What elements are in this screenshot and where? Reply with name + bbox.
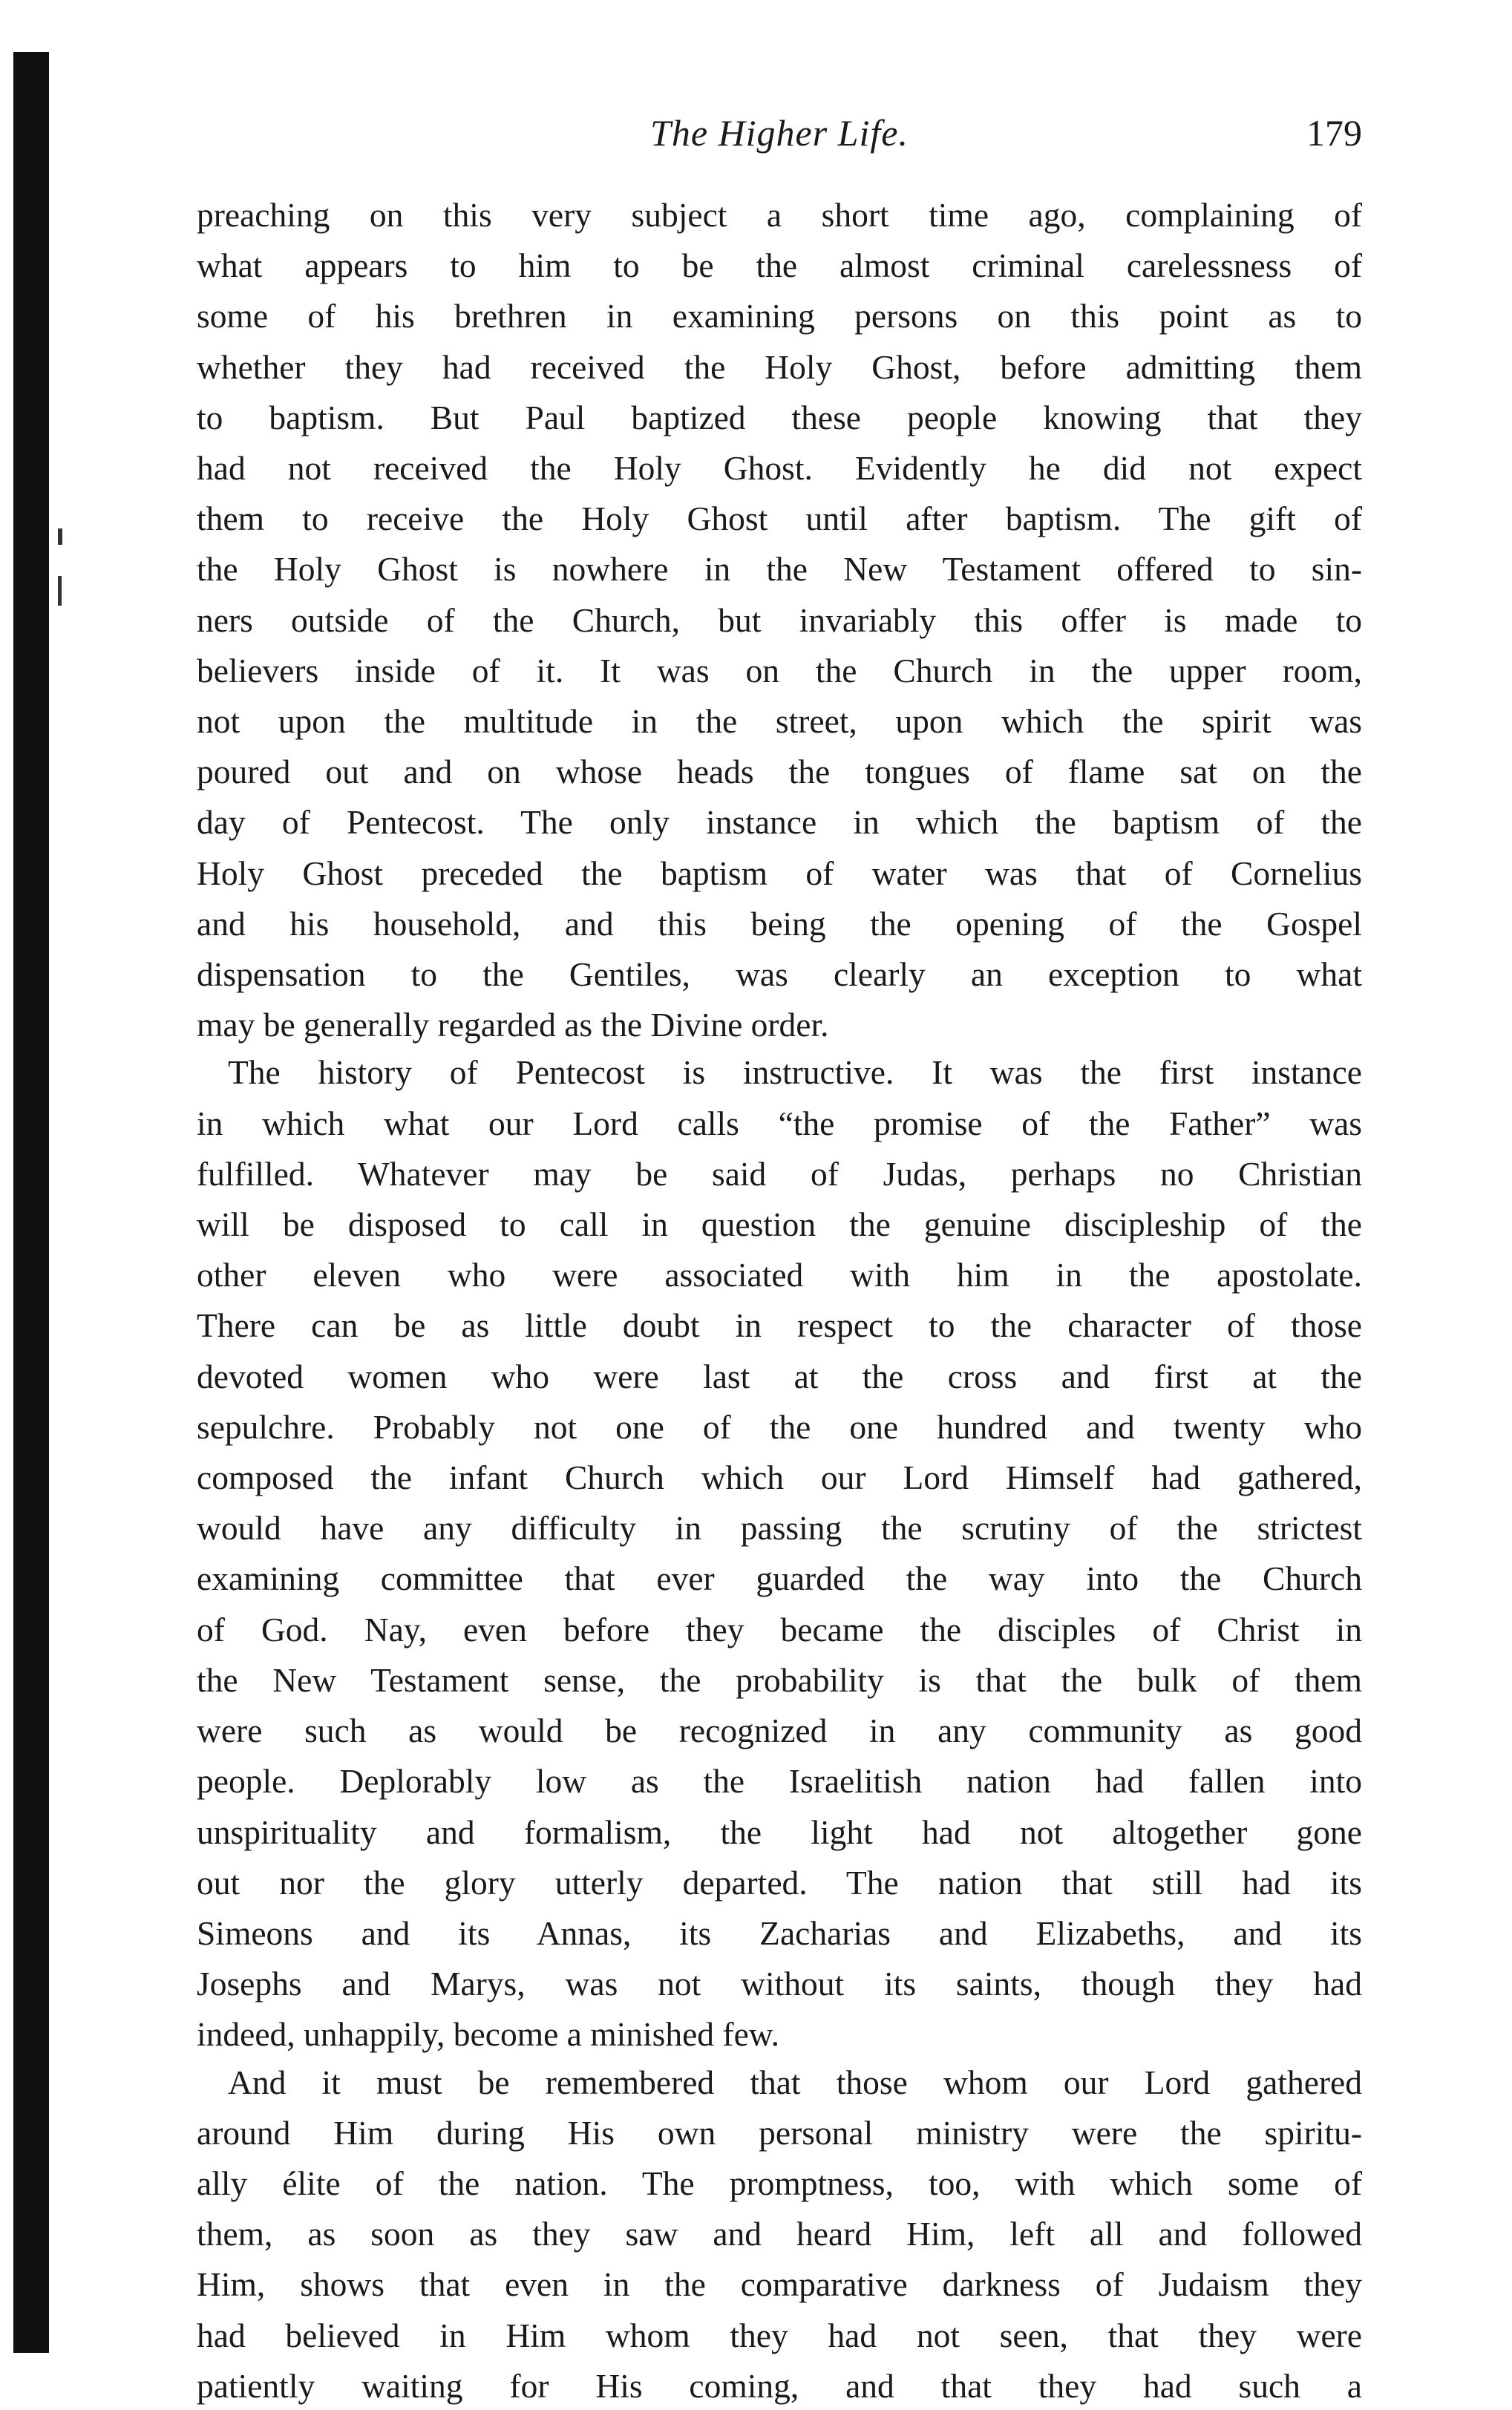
paragraph — [197, 2059, 1362, 2410]
text-line: Simeons and its Annas, its Zacharias and Elizabeths, and its — [197, 1913, 1362, 1952]
text-line: poured out and on whose heads the tongues of flame sat on the — [197, 753, 1362, 791]
text-line: what appears to him to be the almost criminal carelessness of — [197, 246, 1362, 285]
text-line: day of Pentecost. The only instance in which the baptism of the — [197, 803, 1362, 842]
text-line: the Holy Ghost is nowhere in the New Testament offered to sin- — [197, 550, 1362, 589]
text-line: The history of Pentecost is instructive. It was the first instance — [228, 1053, 1362, 1092]
text-line: and his household, and this being the opening of the Gospel — [197, 904, 1362, 943]
text-line: patiently waiting for His coming, and that they had such a — [197, 2366, 1362, 2405]
text-line: the New Testament sense, the probability is that the bulk of them — [197, 1660, 1362, 1699]
text-line: dispensation to the Gentiles, was clearly an exception to what — [197, 955, 1362, 994]
text-line: them, as soon as they saw and heard Him, left all and followed — [197, 2215, 1362, 2253]
text-line: devoted women who were last at the cross and first at the — [197, 1357, 1362, 1395]
binding-edge — [13, 52, 49, 2353]
margin-mark — [58, 528, 62, 545]
text-line: may be generally regarded as the Divine order. — [197, 1006, 829, 1044]
text-line: of God. Nay, even before they became the disciples of Christ in — [197, 1610, 1362, 1648]
text-line: some of his brethren in examining persons on this point as to — [197, 297, 1362, 335]
text-line: around Him during His own personal ministry were the spiritu- — [197, 2113, 1362, 2152]
text-line: whether they had received the Holy Ghost, before admitting them — [197, 347, 1362, 386]
text-line: were such as would be recognized in any community as good — [197, 1712, 1362, 1750]
text-line: not upon the multitude in the street, upon which the spirit was — [197, 702, 1362, 741]
body-text — [197, 191, 1362, 2410]
text-line: There can be as little doubt in respect to the character of those — [197, 1306, 1362, 1345]
text-line: fulfilled. Whatever may be said of Judas, perhaps no Christian — [197, 1154, 1362, 1193]
text-line: And it must be remembered that those whom our Lord gathered — [228, 2063, 1362, 2101]
page-number: 179 — [1306, 112, 1362, 154]
text-line: Holy Ghost preceded the baptism of water was that of Cornelius — [197, 854, 1362, 892]
text-line: them to receive the Holy Ghost until after baptism. The gift of — [197, 500, 1362, 538]
text-line: preaching on this very subject a short time ago, complaining of — [197, 196, 1362, 234]
text-line: would have any difficulty in passing the scrutiny of the strictest — [197, 1509, 1362, 1548]
text-line: to baptism. But Paul baptized these people knowing that they — [197, 398, 1362, 436]
paragraph — [197, 1049, 1362, 2058]
running-title: The Higher Life. — [650, 112, 909, 154]
text-line: out nor the glory utterly departed. The nation that still had its — [197, 1863, 1362, 1902]
margin-mark — [58, 576, 62, 606]
text-line: Him, shows that even in the comparative darkness of Judaism they — [197, 2265, 1362, 2304]
text-line: unspirituality and formalism, the light had not altogether gone — [197, 1813, 1362, 1851]
text-line: examining committee that ever guarded the way into the Church — [197, 1559, 1362, 1598]
text-line: believers inside of it. It was on the Church in the upper room, — [197, 651, 1362, 690]
text-line: sepulchre. Probably not one of the one hundred and twenty who — [197, 1407, 1362, 1446]
text-line: composed the infant Church which our Lord Himself had gathered, — [197, 1458, 1362, 1497]
text-line: will be disposed to call in question the genuine discipleship of the — [197, 1205, 1362, 1244]
text-line: Josephs and Marys, was not without its saints, though they had — [197, 1965, 1362, 2003]
text-line: in which what our Lord calls “the promise of the Father” was — [197, 1104, 1362, 1142]
book-page — [197, 111, 1362, 2410]
text-line: had believed in Him whom they had not seen, that they were — [197, 2316, 1362, 2354]
text-line: other eleven who were associated with him in the apostolate. — [197, 1256, 1362, 1294]
text-line: people. Deplorably low as the Israelitish nation had fallen into — [197, 1762, 1362, 1801]
running-head — [197, 111, 1362, 171]
text-line: had not received the Holy Ghost. Evidently he did not expect — [197, 449, 1362, 488]
text-line: indeed, unhappily, become a minished few. — [197, 2015, 780, 2054]
text-line: ally élite of the nation. The promptness, too, with which some of — [197, 2164, 1362, 2202]
text-line: ners outside of the Church, but invariably this offer is made to — [197, 600, 1362, 639]
paragraph — [197, 191, 1362, 1049]
